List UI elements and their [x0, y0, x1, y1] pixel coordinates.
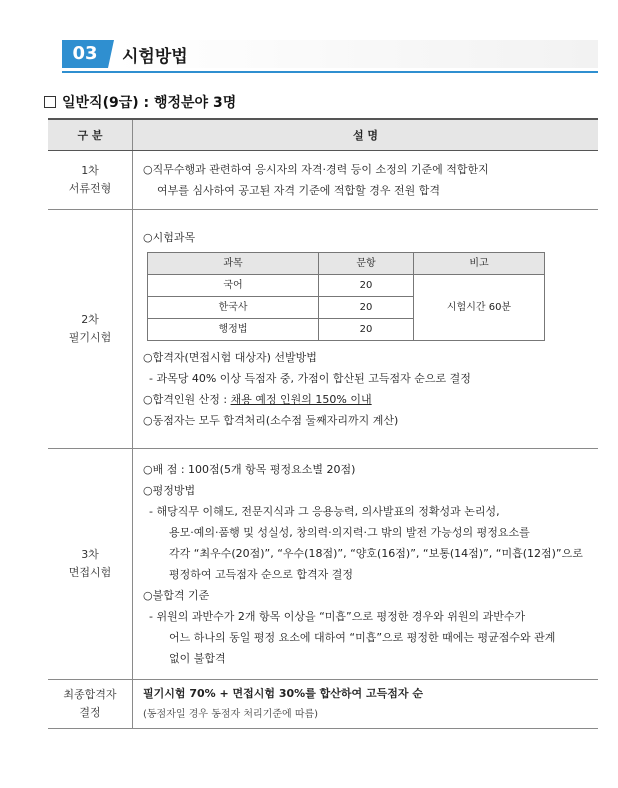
row3-line9: 어느 하나의 동일 평정 요소에 대하여 “미흡”으로 평정한 때에는 평균점수와 관계 [169, 631, 556, 644]
exam-method-table [48, 118, 598, 729]
subject-header-subject: 과목 [148, 253, 319, 275]
table-header-row [48, 119, 598, 151]
row3-category [48, 449, 133, 680]
subject-table [147, 252, 545, 341]
row3-line5: 각각 “최우수(20점)”, “우수(18점)”, “양호(16점)”, “보통(14점)”, “미흡(12점)”으로 [169, 547, 583, 560]
row2-line3-underlined: 채용 예정 인원의 150% 이내 [230, 393, 372, 406]
row4-description [133, 680, 599, 729]
row2-intro: ○시험과목 [143, 231, 196, 244]
subject-name: 한국사 [148, 297, 319, 319]
row3-category-line2: 면접시험 [68, 566, 112, 579]
row1-line2: 여부를 심사하여 공고된 자격 기준에 적합할 경우 전원 합격 [157, 184, 440, 197]
row4-category [48, 680, 133, 729]
table-row-interview [48, 449, 598, 680]
subject-count: 20 [319, 297, 414, 319]
subheading [44, 92, 236, 112]
header-category: 구 분 [48, 119, 133, 151]
row1-line1: ○직무수행과 관련하여 응시자의 자격·경력 등이 소정의 기준에 적합한지 [143, 163, 489, 176]
row4-category-line1: 최종합격자 [63, 688, 117, 701]
subheading-text: 일반직(9급) : 행정분야 3명 [62, 95, 237, 111]
row2-line3 [143, 389, 590, 410]
row3-line2: ○평정방법 [143, 484, 196, 497]
subject-name: 국어 [148, 275, 319, 297]
row3-category-line1: 3차 [81, 548, 99, 561]
row2-category [48, 210, 133, 449]
subject-header-note: 비고 [414, 253, 545, 275]
table-row-document-screening [48, 151, 598, 210]
subject-name: 행정법 [148, 319, 319, 341]
row4-note-line: (동점자일 경우 동점자 처리기준에 따름) [143, 709, 319, 720]
row4-bold-line: 필기시험 70% + 면접시험 30%를 합산하여 고득점자 순 [143, 687, 423, 700]
row3-line7: ○불합격 기준 [143, 589, 210, 602]
row2-category-line2: 필기시험 [68, 331, 112, 344]
row1-category-line2: 서류전형 [68, 182, 112, 195]
header-description: 설 명 [133, 119, 599, 151]
section-number-notch [108, 40, 114, 68]
subject-table-header [148, 253, 545, 275]
row3-line8: - 위원의 과반수가 2개 항목 이상을 “미흡”으로 평정한 경우와 위원의 과반수가 [149, 610, 526, 623]
row1-category [48, 151, 133, 210]
subject-header-count: 문항 [319, 253, 414, 275]
checkbox-square-icon [44, 96, 56, 108]
section-title: 시험방법 [122, 47, 188, 67]
table-row-final-decision [48, 680, 598, 729]
row3-line1: ○배 점 : 100점(5개 항목 평정요소별 20점) [143, 463, 356, 476]
row1-description [133, 151, 599, 210]
subject-row [148, 275, 545, 297]
table-row-written-exam [48, 210, 598, 449]
section-underline [62, 71, 598, 73]
row2-line3-prefix: ○합격인원 산정 : [143, 393, 231, 406]
row4-category-line2: 결정 [79, 706, 101, 719]
row1-category-line1: 1차 [81, 164, 99, 177]
section-number: 03 [62, 40, 108, 68]
subject-note: 시험시간 60분 [414, 275, 545, 341]
row2-line2: - 과목당 40% 이상 득점자 중, 가점이 합산된 고득점자 순으로 결정 [149, 372, 471, 385]
row3-line10: 없이 불합격 [169, 652, 226, 665]
subject-count: 20 [319, 275, 414, 297]
row2-description [133, 210, 599, 449]
section-header [62, 40, 598, 74]
row2-line4: ○동점자는 모두 합격처리(소수점 둘째자리까지 계산) [143, 414, 399, 427]
row2-line1: ○합격자(면접시험 대상자) 선발방법 [143, 351, 317, 364]
row3-description [133, 449, 599, 680]
row2-category-line1: 2차 [81, 313, 99, 326]
row3-line6: 평정하여 고득점자 순으로 합격자 결정 [169, 568, 354, 581]
subject-count: 20 [319, 319, 414, 341]
row3-line4: 용모·예의·품행 및 성실성, 창의력·의지력·그 밖의 발전 가능성의 평정요소를 [169, 526, 530, 539]
row3-line3: - 해당직무 이해도, 전문지식과 그 응용능력, 의사발표의 정확성과 논리성, [149, 505, 500, 518]
